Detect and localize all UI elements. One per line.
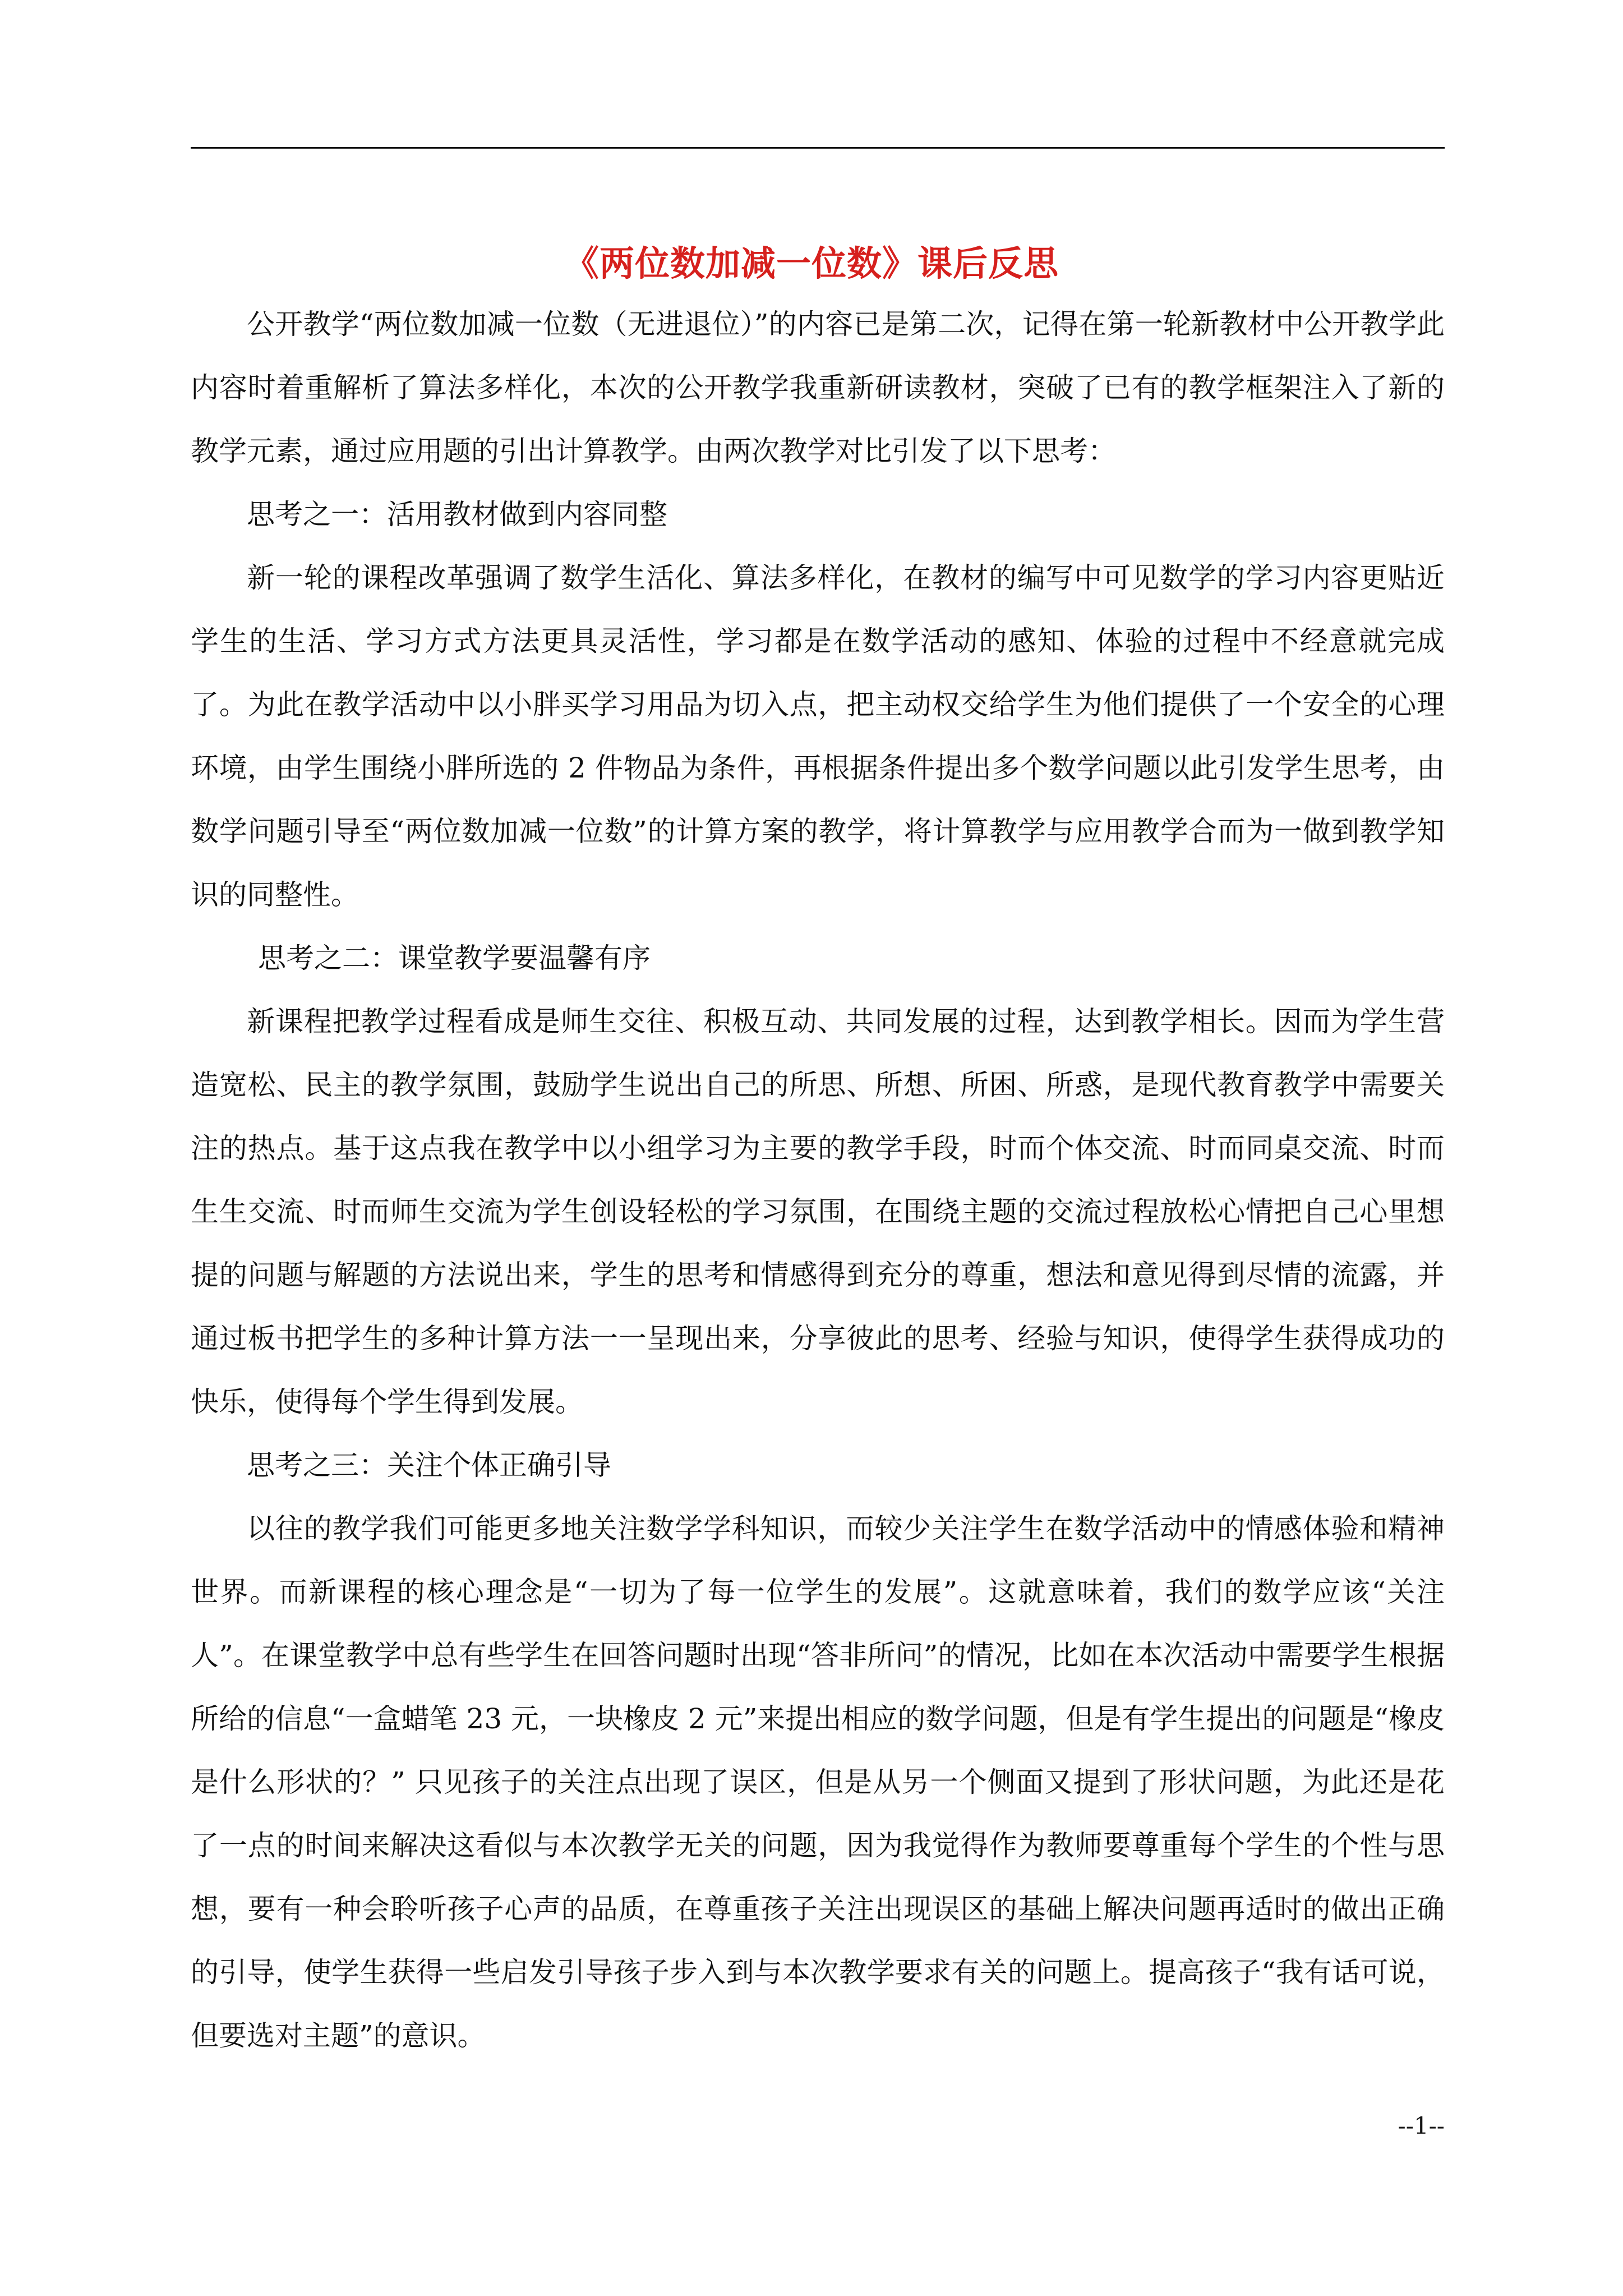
document-title: 《两位数加减一位数》课后反思: [564, 242, 1059, 284]
intro-paragraph: 公开教学“两位数加减一位数（无进退位）”的内容已是第二次，记得在第一轮新教材中公开教学此内容时着重解析了算法多样化，本次的公开教学我重新研读教材，突破了已有的教学框架注入了新的教学元素，通过应用题的引出计算教学。由两次教学对比引发了以下思考：: [191, 308, 1445, 467]
section-heading-1: 思考之一：活用教材做到内容同整: [247, 498, 667, 531]
section-2-paragraph: 新课程把教学过程看成是师生交往、积极互动、共同发展的过程，达到教学相长。因而为学生营造宽松、民主的教学氛围，鼓励学生说出自己的所思、所想、所困、所惑，是现代教育教学中需要关注的热点。基于这点我在教学中以小组学习为主要的教学手段，时而个体交流、时而同桌交流、时而生生交流、时而师生交流为学生创设轻松的学习氛围，在围绕主题的交流过程放松心情把自己心里想提的问题与解题的方法说出来，学生的思考和情感得到充分的尊重，想法和意见得到尽情的流露，并通过板书把学生的多种计算方法一一呈现出来，分享彼此的思考、经验与知识，使得学生获得成功的快乐，使得每个学生得到发展。: [191, 1005, 1445, 1418]
page-number: --1--: [1398, 2112, 1445, 2139]
section-1-paragraph: 新一轮的课程改革强调了数学生活化、算法多样化，在教材的编写中可见数学的学习内容更贴近学生的生活、学习方式方法更具灵活性，学习都是在数学活动的感知、体验的过程中不经意就完成了。为此在教学活动中以小胖买学习用品为切入点，把主动权交给学生为他们提供了一个安全的心理环境，由学生围绕小胖所选的 2 件物品为条件，再根据条件提出多个数学问题以此引发学生思考，由数学问题引导至“两位数加减一位数”的计算方案的教学，将计算教学与应用教学合而为一做到教学知识的同整性。: [191, 562, 1445, 911]
document-body: [191, 293, 1445, 2068]
section-3-paragraph: 以往的教学我们可能更多地关注数学学科知识，而较少关注学生在数学活动中的情感体验和精神世界。而新课程的核心理念是“一切为了每一位学生的发展”。这就意味着，我们的数学应该“关注人”。在课堂教学中总有些学生在回答问题时出现“答非所问”的情况，比如在本次活动中需要学生根据所给的信息“一盒蜡笔 23 元，一块橡皮 2 元”来提出相应的数学问题，但是有学生提出的问题是“橡皮是什么形状的？” 只见孩子的关注点出现了误区，但是从另一个侧面又提到了形状问题，为此还是花了一点的时间来解决这看似与本次教学无关的问题，因为我觉得作为教师要尊重每个学生的个性与思想，要有一种会聆听孩子心声的品质，在尊重孩子关注出现误区的基础上解决问题再适时的做出正确的引导，使学生获得一些启发引导孩子步入到与本次教学要求有关的问题上。提高孩子“我有话可说，但要选对主题”的意识。: [191, 1512, 1445, 2052]
header-rule: [191, 147, 1445, 149]
section-heading-2: 思考之二：课堂教学要温馨有序: [258, 942, 651, 974]
section-heading-3: 思考之三：关注个体正确引导: [247, 1449, 611, 1481]
